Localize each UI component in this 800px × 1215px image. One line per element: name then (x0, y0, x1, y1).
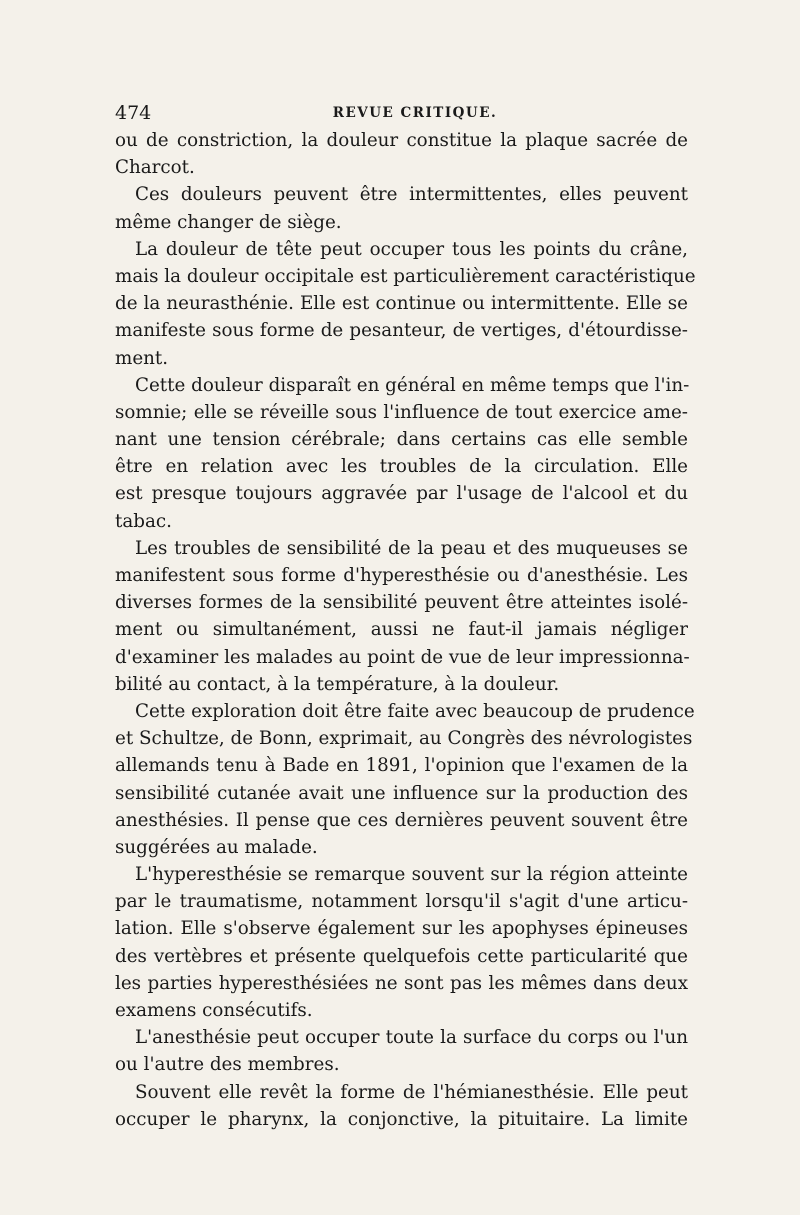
text-line: Les troubles de sensibilité de la peau et des muqueuses se (135, 537, 688, 559)
text-line: les parties hyperesthésiées ne sont pas les mêmes dans deux (115, 972, 688, 994)
text-line: lation. Elle s'observe également sur les apophyses épineuses (115, 918, 688, 940)
body-text (115, 127, 696, 1133)
text-line: ment. (115, 347, 169, 369)
text-line: ou de constriction, la douleur constitue la plaque sacrée de (115, 130, 688, 151)
text-line: ment ou simultanément, aussi ne faut-il jamais négliger (115, 619, 688, 641)
text-line: est presque toujours aggravée par l'usage de l'alcool et du (115, 483, 688, 505)
text-line: Ces douleurs peuvent être intermittentes, elles peuvent (135, 184, 688, 206)
text-line: mais la douleur occipitale est particulièrement caractéristique (115, 265, 696, 287)
text-line: L'anesthésie peut occuper toute la surface du corps ou l'un (135, 1027, 688, 1049)
text-line: nant une tension cérébrale; dans certains cas elle semble (115, 429, 688, 451)
text-line: anesthésies. Il pense que ces dernières peuvent souvent être (115, 809, 688, 831)
text-line: suggérées au malade. (115, 836, 318, 858)
text-line: diverses formes de la sensibilité peuvent être atteintes isolé- (115, 592, 688, 614)
text-line: des vertèbres et présente quelquefois cette particularité que (115, 945, 688, 967)
text-line: L'hyperesthésie se remarque souvent sur la région atteinte (135, 864, 688, 886)
text-line: Cette exploration doit être faite avec beaucoup de prudence (135, 700, 695, 722)
text-line: manifeste sous forme de pesanteur, de vertiges, d'étourdisse- (115, 320, 688, 342)
text-line: manifestent sous forme d'hyperesthésie ou d'anesthésie. Les (115, 565, 688, 586)
text-line: occuper le pharynx, la conjonctive, la pituitaire. La limite (115, 1108, 688, 1130)
text-line: ou l'autre des membres. (115, 1054, 340, 1076)
text-line: Cette douleur disparaît en général en même temps que l'in- (135, 374, 690, 396)
page-number: 474 (115, 102, 152, 124)
text-line: de la neurasthénie. Elle est continue ou intermittente. Elle se (115, 293, 688, 315)
text-line: d'examiner les malades au point de vue de leur impressionna- (115, 646, 690, 668)
text-line: même changer de siège. (115, 211, 342, 233)
text-line: Charcot. (115, 157, 195, 179)
text-line: sensibilité cutanée avait une influence sur la production des (115, 782, 688, 804)
text-line: tabac. (115, 510, 172, 532)
text-line: examens consécutifs. (115, 1000, 313, 1021)
text-line: Souvent elle revêt la forme de l'hémianesthésie. Elle peut (135, 1081, 688, 1103)
text-line: bilité au contact, à la température, à la douleur. (115, 673, 560, 695)
text-line: somnie; elle se réveille sous l'influence de tout exercice ame- (115, 401, 688, 423)
page-header (115, 101, 685, 125)
running-title: REVUE CRITIQUE. (332, 105, 498, 121)
text-line: être en relation avec les troubles de la circulation. Elle (115, 456, 688, 478)
text-line: par le traumatisme, notamment lorsqu'il s'agit d'une articu- (115, 891, 688, 913)
text-line: La douleur de tête peut occuper tous les points du crâne, (135, 238, 688, 260)
text-line: allemands tenu à Bade en 1891, l'opinion que l'examen de la (115, 755, 688, 777)
text-line: et Schultze, de Bonn, exprimait, au Congrès des névrologistes (115, 728, 693, 750)
